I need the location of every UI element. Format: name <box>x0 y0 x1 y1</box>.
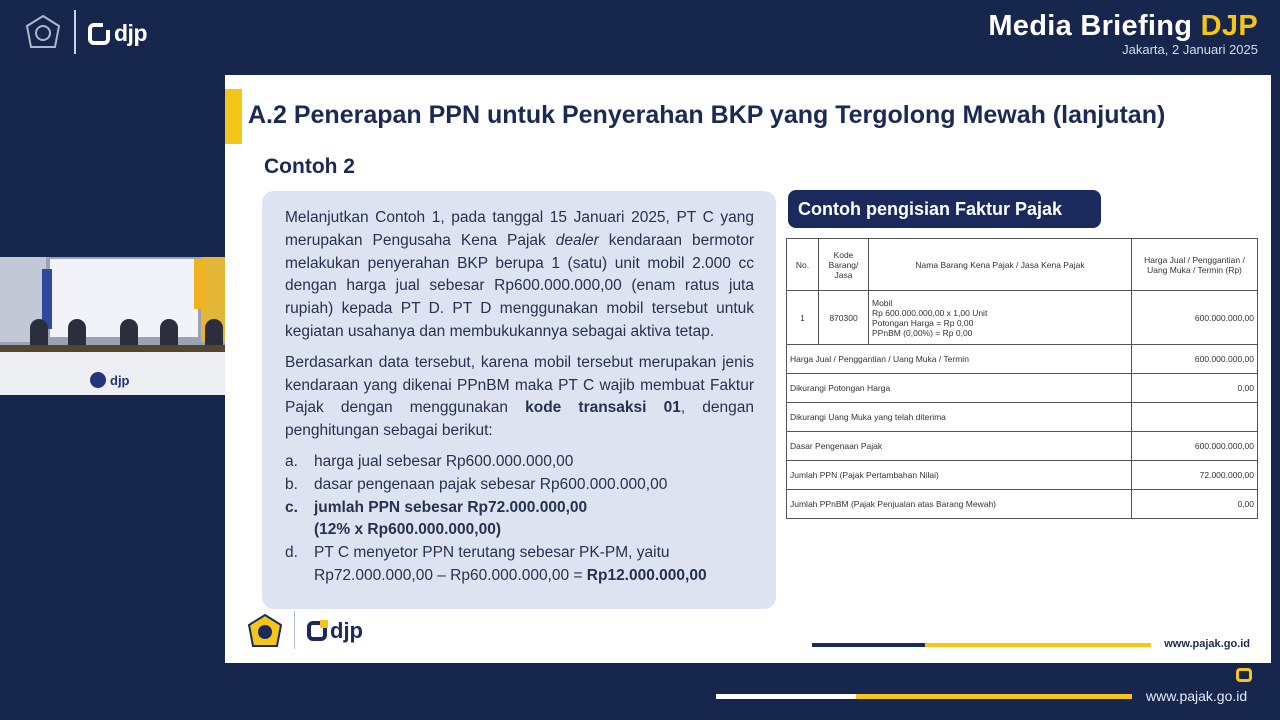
paragraph-2: Berdasarkan data tersebut, karena mobil tersebut merupakan jenis kendaraan yang dikenai PPnBM maka PT C wajib membuat Faktur Pajak dengan menggunakan kode transaksi 01, dengan penghitungan sebagai berikut: <box>285 353 754 440</box>
faktur-pajak-table <box>786 238 1258 519</box>
footer-line-yellow <box>925 643 1151 647</box>
summary-row: Jumlah PPN (Pajak Pertambahan Nilai) 72.000.000,00 <box>787 461 1258 490</box>
summary-row: Jumlah PPnBM (Pajak Penjualan atas Barang Mewah) 0,00 <box>787 490 1258 519</box>
item-description: Mobil Rp 600.000.000,00 x 1,00 Unit Potongan Harga = Rp 0,00 PPnBM (0,00%) = Rp 0,00 <box>869 291 1132 345</box>
slide-emblem-icon <box>247 614 283 648</box>
slide-subtitle: Contoh 2 <box>264 155 355 178</box>
event-title-accent: DJP <box>1200 10 1258 42</box>
col-header-nama: Nama Barang Kena Pajak / Jasa Kena Pajak <box>869 239 1132 291</box>
col-header-harga: Harga Jual / Penggantian / Uang Muka / Termin (Rp) <box>1132 239 1258 291</box>
table-header-row <box>787 239 1258 291</box>
list-item: d. PT C menyetor PPN terutang sebesar PK-PM, yaitu Rp72.000.000,00 – Rp60.000.000,00 = Rp12.000.000,00 <box>285 544 707 584</box>
paragraph-1: Melanjutkan Contoh 1, pada tanggal 15 Januari 2025, PT C yang merupakan Pengusaha Kena Pajak dealer kendaraan bermotor melakukan penyerahan BKP berupa 1 (satu) unit mobil 2.000 cc dengan harga jual sebesar Rp600.000.000,00 (enam ratus juta rupiah) kepada PT D. PT D menggunakan mobil tersebut untuk kegiatan usahanya dan membukukannya sebagai aktiva tetap. <box>285 209 754 340</box>
table-row: 1 870300 Mobil Rp 600.000.000,00 x 1,00 Unit Potongan Harga = Rp 0,00 PPnBM (0,00%) = Rp 0,00 600.000.000,00 <box>787 291 1258 345</box>
video-feed[interactable] <box>0 257 243 395</box>
bottom-line-yellow <box>856 694 1132 699</box>
col-header-no: No. <box>787 239 819 291</box>
slide-title: A.2 Penerapan PPN untuk Penyerahan BKP yang Tergolong Mewah (lanjutan) <box>248 101 1166 129</box>
summary-row: Dasar Pengenaan Pajak 600.000.000,00 <box>787 432 1258 461</box>
ministry-emblem-icon <box>24 14 62 50</box>
bottom-line-white <box>716 694 856 699</box>
list-item: c. jumlah PPN sebesar Rp72.000.000,00 (12% x Rp600.000.000,00) <box>285 498 588 539</box>
video-djp-logo: djp <box>90 372 130 388</box>
djp-corner-icon <box>1236 668 1252 682</box>
header-divider <box>74 10 76 54</box>
djp-logo-icon <box>88 23 110 45</box>
event-title: Media Briefing DJP <box>988 10 1258 42</box>
slide-footer-divider <box>294 611 295 649</box>
summary-row: Dikurangi Potongan Harga 0,00 <box>787 374 1258 403</box>
calculation-list <box>285 451 754 588</box>
top-bar <box>0 0 1280 70</box>
title-accent-bar <box>225 89 242 144</box>
bottom-website[interactable]: www.pajak.go.id <box>1146 688 1248 704</box>
djp-logo <box>88 20 147 47</box>
list-item: b. dasar pengenaan pajak sebesar Rp600.000.000,00 <box>285 475 668 493</box>
djp-logo-icon <box>307 621 327 641</box>
summary-row: Dikurangi Uang Muka yang telah diterima <box>787 403 1258 432</box>
faktur-example-label: Contoh pengisian Faktur Pajak <box>788 190 1101 228</box>
event-date: Jakarta, 2 Januari 2025 <box>1122 42 1258 57</box>
presentation-slide <box>225 75 1271 663</box>
col-header-kode: Kode Barang/ Jasa <box>819 239 869 291</box>
slide-djp-logo: djp <box>307 618 363 644</box>
djp-logo-text: djp <box>114 20 147 46</box>
slide-website[interactable]: www.pajak.go.id <box>1164 638 1250 650</box>
video-emblem-icon <box>90 372 106 388</box>
example-text-panel <box>262 191 776 609</box>
list-item: a. harga jual sebesar Rp600.000.000,00 <box>285 452 574 470</box>
footer-line-navy <box>812 643 925 647</box>
summary-row: Harga Jual / Penggantian / Uang Muka / Termin 600.000.000,00 <box>787 345 1258 374</box>
